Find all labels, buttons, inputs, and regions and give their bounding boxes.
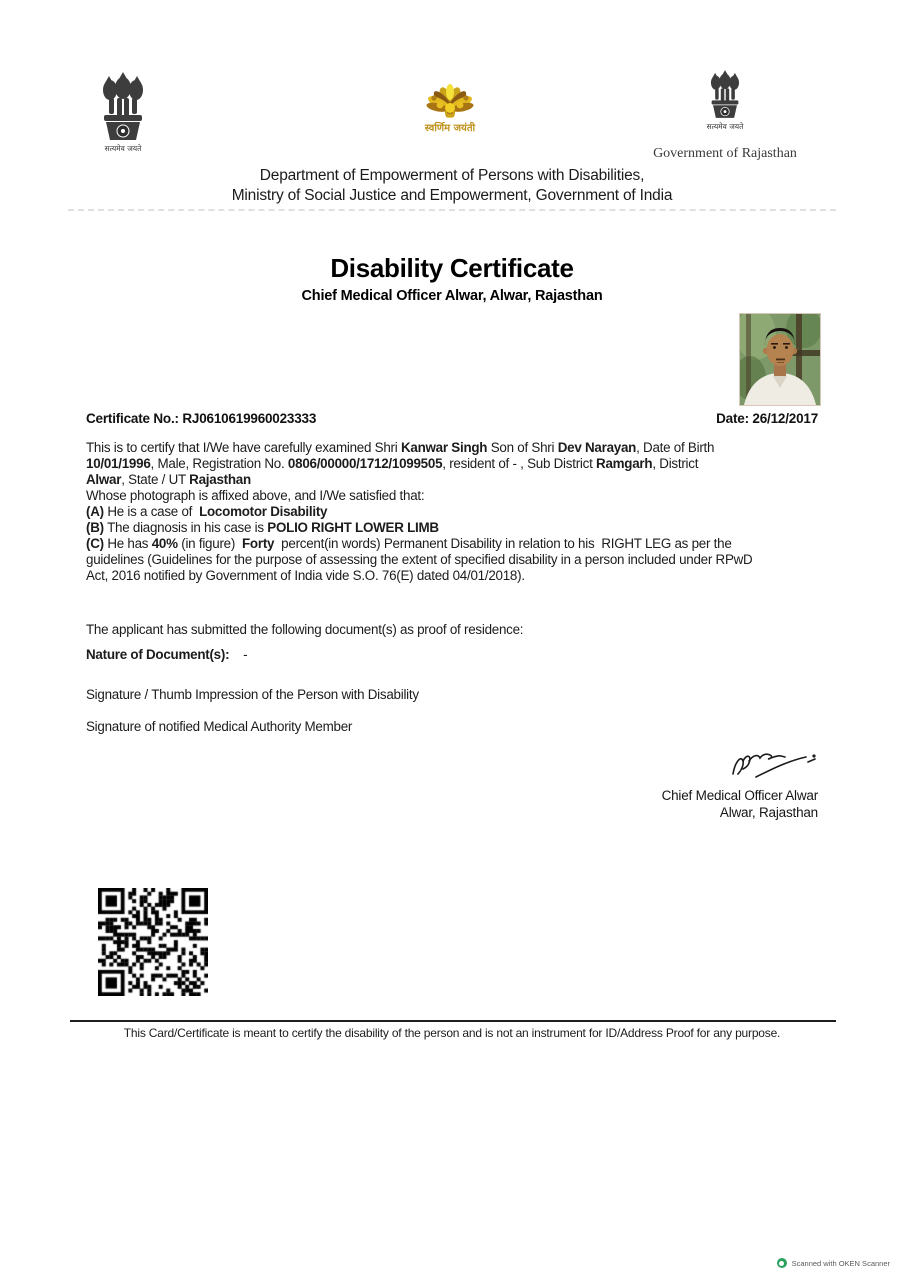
certificate-date: Date: 26/12/2017 [716, 411, 818, 426]
officer-signature [726, 746, 818, 789]
emblem-center [402, 72, 498, 134]
emblem-center-caption: स्वर्णिम जयंती [424, 123, 476, 134]
scanner-badge [777, 1258, 890, 1268]
body-line: Act, 2016 notified by Government of India vide S.O. 76(E) dated 04/01/2018). [86, 568, 525, 583]
nature-of-documents: Nature of Document(s): - [86, 647, 248, 662]
body-line-c: (C) He has 40% (in figure) Forty percent(in words) Permanent Disability in relation to his RIGHT LEG as per the [86, 536, 732, 551]
department-line2: Ministry of Social Justice and Empowerment, Government of India [231, 187, 673, 204]
ashoka-emblem-icon [96, 70, 150, 142]
golden-jubilee-emblem-icon [407, 72, 493, 122]
signature-person-caption: Signature / Thumb Impression of the Person with Disability [86, 687, 419, 702]
body-line: This is to certify that I/We have carefully examined Shri Kanwar Singh Son of Shri Dev Narayan, Date of Birth [86, 440, 715, 455]
body-line: 10/01/1996, Male, Registration No. 0806/00000/1712/1099505, resident of - , Sub District Ramgarh, District [86, 456, 699, 471]
certificate-body [86, 440, 752, 584]
department-line1: Department of Empowerment of Persons with Disabilities, [259, 167, 645, 184]
body-line-a: (A) He is a case of Locomotor Disability [86, 504, 328, 519]
officer-title-line1: Chief Medical Officer Alwar [661, 788, 818, 803]
signature-authority-caption: Signature of notified Medical Authority Member [86, 719, 353, 734]
applicant-photo [739, 313, 821, 406]
oken-scanner-icon [777, 1258, 787, 1268]
signature-scribble-icon [726, 746, 818, 784]
government-of-rajasthan-label: Government of Rajasthan [653, 146, 797, 161]
page-title: Disability Certificate [330, 253, 574, 283]
applicant-photo-image [740, 314, 820, 405]
officer-title-line2: Alwar, Rajasthan [719, 805, 818, 820]
footer-rule [70, 1020, 836, 1022]
body-line: Whose photograph is affixed above, and I/We satisfied that: [86, 488, 425, 503]
emblem-left [92, 70, 154, 154]
scanner-badge-label: Scanned with OKEN Scanner [791, 1258, 890, 1268]
emblem-right [702, 68, 748, 132]
rajasthan-emblem-icon [706, 68, 744, 120]
emblem-right-caption: सत्यमेव जयते [706, 122, 744, 131]
documents-intro: The applicant has submitted the following document(s) as proof of residence: [86, 622, 524, 637]
emblem-left-caption: सत्यमेव जयते [104, 144, 142, 153]
footer-disclaimer: This Card/Certificate is meant to certify the disability of the person and is not an instrument for ID/Address Proof for any purpose. [123, 1026, 781, 1040]
body-line-b: (B) The diagnosis in his case is POLIO RIGHT LOWER LIMB [86, 520, 439, 535]
header-separator [68, 209, 836, 211]
certificate-number: Certificate No.: RJ0610619960023333 [86, 411, 317, 426]
qr-code [98, 888, 208, 996]
body-line: guidelines (Guidelines for the purpose of assessing the extent of specified disability in a person included under RPwD [86, 552, 753, 567]
body-line: Alwar, State / UT Rajasthan [86, 472, 251, 487]
page-subtitle: Chief Medical Officer Alwar, Alwar, Rajasthan [301, 288, 603, 304]
